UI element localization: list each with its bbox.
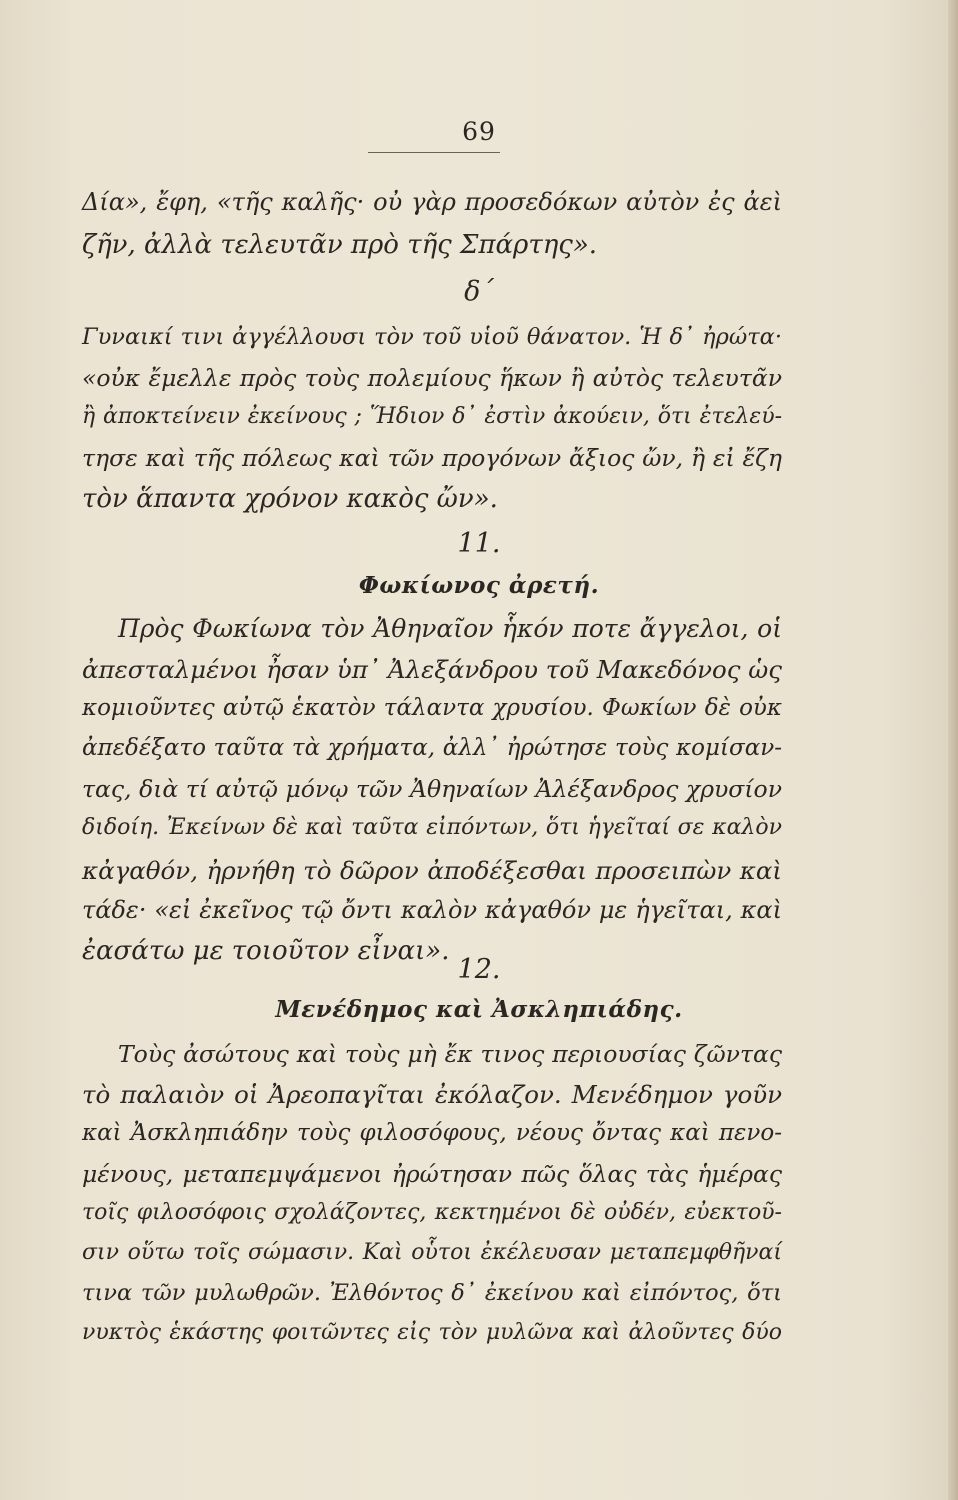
text-line: Τοὺς ἀσώτους καὶ τοὺς μὴ ἔκ τινος περιουσίας ζῶντας — [118, 1040, 782, 1068]
text-line: σιν οὕτω τοῖς σώμασιν. Καὶ οὗτοι ἐκέλευσαν μεταπεμφθῆναί — [82, 1240, 782, 1265]
text-line: τάδε· «εἰ ἐκεῖνος τῷ ὄντι καλὸν κἀγαθόν με ἡγεῖται, καὶ — [82, 896, 782, 924]
text-line: ἐασάτω με τοιοῦτον εἶναι». — [82, 936, 450, 966]
text-line: κομιοῦντες αὐτῷ ἑκατὸν τάλαντα χρυσίου. Φωκίων δὲ οὐκ — [82, 695, 782, 721]
section-12-title: Μενέδημος καὶ Ἀσκληπιάδης. — [275, 996, 683, 1023]
text-line: Γυναικί τινι ἀγγέλλουσι τὸν τοῦ υἱοῦ θάνατον. Ἡ δ᾿ ἠρώτα· — [82, 324, 782, 350]
text-line: Πρὸς Φωκίωνα τὸν Ἀθηναῖον ἧκόν ποτε ἄγγελοι, οἱ — [118, 614, 782, 643]
section-marker-delta: δ΄ — [464, 276, 494, 307]
text-line: διδοίη. Ἐκείνων δὲ καὶ ταῦτα εἰπόντων, ὅτι ἡγεῖταί σε καλὸν — [82, 815, 782, 840]
text-line: ἀπεσταλμένοι ἦσαν ὑπ᾿ Ἀλεξάνδρου τοῦ Μακεδόνος ὡς — [82, 655, 782, 684]
text-line: τας, διὰ τί αὐτῷ μόνῳ τῶν Ἀθηναίων Ἀλέξανδρος χρυσίον — [82, 775, 782, 803]
text-line: τὸν ἅπαντα χρόνον κακὸς ὤν». — [82, 484, 498, 514]
section-11-number: 11. — [457, 528, 501, 559]
section-12-number: 12. — [457, 954, 501, 985]
text-line: ζῆν, ἀλλὰ τελευτᾶν πρὸ τῆς Σπάρτης». — [82, 230, 598, 260]
text-line: τησε καὶ τῆς πόλεως καὶ τῶν προγόνων ἄξιος ὤν, ἢ εἰ ἔζη — [82, 444, 782, 472]
text-line: τοῖς φιλοσόφοις σχολάζοντες, κεκτημένοι δὲ οὐδέν, εὐεκτοῦ- — [82, 1200, 782, 1225]
page-number: 69 — [462, 117, 496, 146]
page-edge — [948, 0, 958, 1500]
text-line: καὶ Ἀσκληπιάδην τοὺς φιλοσόφους, νέους ὄντας καὶ πενο- — [82, 1120, 782, 1146]
text-line: ἀπεδέξατο ταῦτα τὰ χρήματα, ἀλλ᾿ ἠρώτησε τοὺς κομίσαν- — [82, 735, 782, 761]
text-line: τινα τῶν μυλωθρῶν. Ἐλθόντος δ᾿ ἐκείνου καὶ εἰπόντος, ὅτι — [82, 1280, 782, 1306]
text-line: κἀγαθόν, ἠρνήθη τὸ δῶρον ἀποδέξεσθαι προσειπὼν καὶ — [82, 856, 782, 885]
text-line: μένους, μεταπεμψάμενοι ἠρώτησαν πῶς ὅλας τὰς ἡμέρας — [82, 1160, 782, 1188]
text-line: «οὐκ ἔμελλε πρὸς τοὺς πολεμίους ἥκων ἢ αὐτὸς τελευτᾶν — [82, 364, 782, 392]
text-line: ἢ ἀποκτείνειν ἐκείνους ; Ἥδιον δ᾿ ἐστὶν ἀκούειν, ὅτι ἐτελεύ- — [82, 404, 782, 429]
text-line: τὸ παλαιὸν οἱ Ἀρεοπαγῖται ἐκόλαζον. Μενέδημον γοῦν — [82, 1080, 782, 1109]
section-11-title: Φωκίωνος ἀρετή. — [358, 572, 600, 599]
text-line: νυκτὸς ἑκάστης φοιτῶντες εἰς τὸν μυλῶνα καὶ ἀλοῦντες δύο — [82, 1320, 782, 1345]
header-rule — [368, 152, 500, 153]
text-line: Δία», ἔφη, «τῆς καλῆς· οὐ γὰρ προσεδόκων αὐτὸν ἐς ἀεὶ — [82, 188, 782, 216]
